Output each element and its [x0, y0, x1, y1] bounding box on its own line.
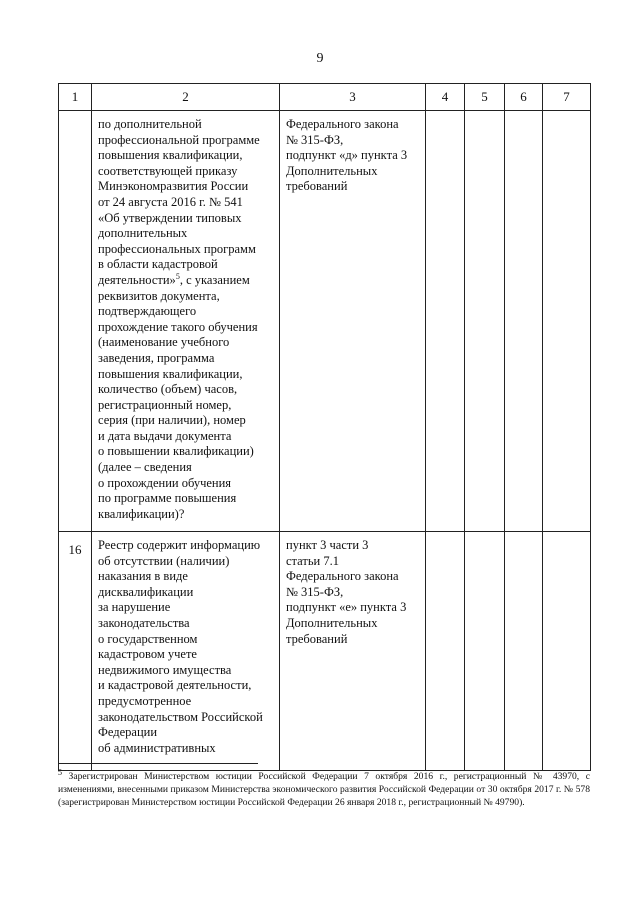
empty-cell: [465, 532, 505, 771]
row-number: [59, 111, 92, 532]
table-row: [59, 532, 591, 771]
question-text-continued: , с указанием реквизитов документа, подтверждающего прохождение такого обучения (наименование учебного заведения, программа повышения квалификации, количество (объем) часов, регистрационный номер, серия (при наличии), номер и дата выдачи документа о повышении квалификации) (далее – сведения о прохождении обучения по программе повышения квалификации)?: [98, 272, 258, 521]
header-col-6: 6: [505, 84, 543, 111]
footnote-divider: [58, 763, 258, 764]
footnote-reference: 5: [175, 271, 180, 281]
header-col-7: 7: [543, 84, 591, 111]
question-cell: [92, 111, 280, 532]
empty-cell: [543, 532, 591, 771]
page-number: 9: [316, 51, 324, 66]
empty-cell: [426, 532, 465, 771]
empty-cell: [465, 111, 505, 532]
empty-cell: [426, 111, 465, 532]
requirements-cell: [280, 111, 426, 532]
footnote: [58, 767, 590, 810]
requirements-cell: [280, 532, 426, 771]
empty-cell: [505, 111, 543, 532]
empty-cell: [543, 111, 591, 532]
question-text: по дополнительной профессиональной программе повышения квалификации, соответствующей приказу Минэкономразвития России от 24 августа 2016 г. № 541 «Об утверждении типовых дополнительных профессиональных программ в области кадастровой деятельности»: [98, 117, 260, 287]
question-cell: [92, 532, 280, 771]
table-header-row: [59, 84, 591, 111]
requirements-text: пункт 3 части 3 статьи 7.1 Федерального закона № 315-ФЗ, подпункт «е» пункта 3 Дополнительных требований: [286, 538, 407, 646]
checklist-table: [58, 83, 591, 771]
header-col-4: 4: [426, 84, 465, 111]
header-col-5: 5: [465, 84, 505, 111]
row-number: 16: [59, 532, 92, 771]
header-col-2: 2: [92, 84, 280, 111]
footnote-mark: 5: [58, 767, 62, 777]
header-col-3: 3: [280, 84, 426, 111]
footnote-text: Зарегистрирован Министерством юстиции Российской Федерации 7 октября 2016 г., регистрационный № 43970, с изменениями, внесенными приказом Министерства экономического развития Российской Федерации от 30 октября 2017 г. № 578 (зарегистрирован Министерством юстиции Российской Федерации 26 января 2018 г., регистрационный № 49790).: [58, 771, 590, 809]
header-col-1: 1: [59, 84, 92, 111]
table-row: [59, 111, 591, 532]
empty-cell: [505, 532, 543, 771]
question-text: Реестр содержит информацию об отсутствии (наличии) наказания в виде дисквалификации за нарушение законодательства о государственном кадастровом учете недвижимого имущества и кадастровой деятельности, предусмотренное законодательством Российской Федерации об административных: [98, 538, 263, 755]
requirements-text: Федерального закона № 315-ФЗ, подпункт «д» пункта 3 Дополнительных требований: [286, 117, 408, 194]
